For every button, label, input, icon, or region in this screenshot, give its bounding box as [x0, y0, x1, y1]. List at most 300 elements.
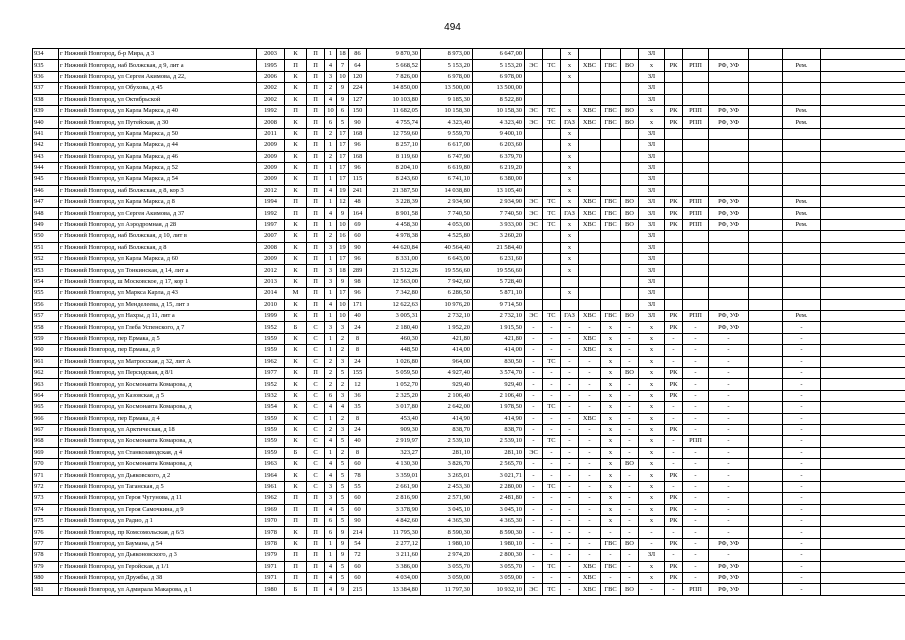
table-cell: 1992 — [257, 208, 285, 219]
table-cell: П — [307, 140, 325, 151]
table-cell: - — [579, 390, 601, 401]
table-cell — [601, 83, 621, 94]
table-cell: - — [683, 516, 709, 527]
table-cell: 1977 — [257, 367, 285, 378]
table-cell — [683, 288, 709, 299]
table-cell: - — [683, 413, 709, 424]
table-cell: 3 — [337, 356, 349, 367]
table-cell: 168 — [349, 128, 367, 139]
table-cell: - — [561, 459, 579, 470]
table-cell: П — [307, 83, 325, 94]
table-cell: - — [709, 447, 749, 458]
table-cell: 215 — [349, 584, 367, 595]
table-cell: 9 — [337, 94, 349, 105]
table-cell: РПП — [683, 584, 709, 595]
table-cell: 6 619,80 — [421, 162, 473, 173]
table-cell: ЭС — [525, 219, 543, 230]
table-cell: - — [561, 504, 579, 515]
table-cell: 1959 — [257, 413, 285, 424]
table-cell: 6 380,00 — [473, 174, 525, 185]
table-cell: - — [561, 390, 579, 401]
table-cell — [543, 231, 561, 242]
table-cell: 2 — [325, 356, 337, 367]
table-cell: 955 — [33, 288, 59, 299]
table-cell: 1964 — [257, 470, 285, 481]
table-cell: 2 642,00 — [421, 402, 473, 413]
table-cell: РК — [665, 538, 683, 549]
table-cell: 10 976,20 — [421, 299, 473, 310]
table-cell — [821, 584, 905, 595]
table-cell: г Нижний Новгород, ул Менделеева, д 15, лит з — [59, 299, 257, 310]
table-cell: г Нижний Новгород, ул Сергея Акимова, д 37 — [59, 208, 257, 219]
table-cell: К — [285, 128, 307, 139]
table-cell: - — [543, 470, 561, 481]
table-cell — [749, 49, 783, 60]
table-cell — [749, 242, 783, 253]
table-row — [33, 162, 905, 173]
table-cell: - — [783, 572, 821, 583]
table-cell: - — [561, 572, 579, 583]
table-cell: 969 — [33, 447, 59, 458]
table-cell: г Нижний Новгород, ул Героя Чугунова, д 11 — [59, 493, 257, 504]
table-cell: 16 — [337, 231, 349, 242]
table-cell: 4 525,80 — [421, 231, 473, 242]
table-cell: - — [543, 493, 561, 504]
table-cell: ХВС — [579, 105, 601, 116]
table-cell: - — [783, 402, 821, 413]
table-cell: 2 — [337, 333, 349, 344]
table-row — [33, 185, 905, 196]
table-cell: 2 — [325, 379, 337, 390]
table-cell: 17 — [337, 254, 349, 265]
table-cell: 4 034,00 — [367, 572, 421, 583]
table-cell: П — [307, 310, 325, 321]
table-cell: ТС — [543, 356, 561, 367]
table-cell — [709, 288, 749, 299]
table-cell: К — [285, 413, 307, 424]
table-cell — [665, 299, 683, 310]
table-cell: - — [683, 345, 709, 356]
table-cell: - — [579, 379, 601, 390]
table-cell: - — [783, 561, 821, 572]
table-cell: - — [665, 356, 683, 367]
table-cell: 1971 — [257, 561, 285, 572]
table-cell: 2 919,97 — [367, 436, 421, 447]
table-cell: 960 — [33, 345, 59, 356]
table-cell: 838,70 — [421, 424, 473, 435]
table-cell — [601, 185, 621, 196]
table-cell — [821, 310, 905, 321]
table-cell: 1 — [325, 345, 337, 356]
table-cell — [821, 128, 905, 139]
table-cell: 60 — [349, 459, 367, 470]
table-cell: 4 — [325, 60, 337, 71]
table-cell: ЗЛ — [639, 185, 665, 196]
table-cell — [821, 436, 905, 447]
table-cell: 13 500,00 — [473, 83, 525, 94]
table-cell: - — [579, 527, 601, 538]
table-cell: х — [639, 447, 665, 458]
table-cell: х — [639, 470, 665, 481]
table-cell: 2 180,40 — [367, 322, 421, 333]
table-cell: - — [525, 322, 543, 333]
table-cell: 940 — [33, 117, 59, 128]
table-cell: - — [621, 436, 639, 447]
table-cell: ХВС — [579, 584, 601, 595]
table-cell: ВО — [621, 208, 639, 219]
table-cell — [709, 162, 749, 173]
table-cell: - — [621, 390, 639, 401]
table-cell — [821, 379, 905, 390]
table-cell — [621, 185, 639, 196]
table-cell: г Нижний Новгород, ул Таганская, д 5 — [59, 481, 257, 492]
table-cell — [821, 254, 905, 265]
table-cell: 1 — [325, 162, 337, 173]
table-cell: 40 — [349, 436, 367, 447]
table-cell: 1 026,80 — [367, 356, 421, 367]
table-cell: 24 — [349, 424, 367, 435]
table-cell — [665, 94, 683, 105]
table-cell: - — [543, 504, 561, 515]
table-cell: 929,40 — [473, 379, 525, 390]
table-cell: - — [709, 424, 749, 435]
table-cell: - — [579, 447, 601, 458]
table-cell: 1932 — [257, 390, 285, 401]
table-cell: К — [285, 470, 307, 481]
table-cell: - — [579, 436, 601, 447]
table-cell: 6 617,00 — [421, 140, 473, 151]
table-cell: г Нижний Новгород, ул Дьяковского, д 2 — [59, 470, 257, 481]
table-cell: 3 260,20 — [473, 231, 525, 242]
table-cell: - — [783, 424, 821, 435]
table-cell: - — [561, 516, 579, 527]
table-cell: 4 755,74 — [367, 117, 421, 128]
table-cell — [709, 254, 749, 265]
table-cell — [749, 162, 783, 173]
table-cell — [683, 49, 709, 60]
table-cell: 3 055,70 — [473, 561, 525, 572]
table-cell — [709, 128, 749, 139]
table-cell — [683, 265, 709, 276]
table-cell: 1 — [325, 413, 337, 424]
table-cell — [821, 356, 905, 367]
table-cell: П — [307, 367, 325, 378]
table-cell: - — [525, 550, 543, 561]
table-row — [33, 94, 905, 105]
table-row — [33, 584, 905, 595]
table-cell: 5 059,50 — [367, 367, 421, 378]
table-cell — [749, 333, 783, 344]
table-cell: ВО — [621, 310, 639, 321]
table-cell — [749, 436, 783, 447]
table-cell: - — [783, 447, 821, 458]
table-cell: П — [307, 242, 325, 253]
table-cell: - — [783, 584, 821, 595]
table-cell: 9 — [337, 584, 349, 595]
table-cell: - — [783, 413, 821, 424]
table-cell — [601, 242, 621, 253]
table-cell — [601, 265, 621, 276]
table-cell: ГВС — [601, 538, 621, 549]
table-cell: х — [639, 117, 665, 128]
table-cell: 6 — [325, 516, 337, 527]
table-row — [33, 242, 905, 253]
table-cell: - — [665, 481, 683, 492]
table-cell: - — [525, 527, 543, 538]
table-cell: 937 — [33, 83, 59, 94]
table-cell: х — [601, 459, 621, 470]
table-cell: х — [601, 379, 621, 390]
table-row — [33, 83, 905, 94]
table-cell: К — [285, 71, 307, 82]
table-cell: 60 — [349, 231, 367, 242]
table-cell — [749, 345, 783, 356]
table-cell — [749, 550, 783, 561]
table-cell — [749, 219, 783, 230]
table-cell: г Нижний Новгород, ул Арктическая, д 18 — [59, 424, 257, 435]
table-cell: - — [525, 367, 543, 378]
table-cell: г Нижний Новгород, пер Ермака, д 5 — [59, 333, 257, 344]
table-cell: ХВС — [579, 345, 601, 356]
table-cell: ВО — [621, 117, 639, 128]
table-cell: 8 973,00 — [421, 49, 473, 60]
table-cell: Рем. — [783, 60, 821, 71]
table-cell: 6 — [325, 527, 337, 538]
table-cell: 964 — [33, 390, 59, 401]
table-cell: ГВС — [601, 310, 621, 321]
table-cell — [543, 140, 561, 151]
table-row — [33, 117, 905, 128]
table-cell — [709, 242, 749, 253]
table-cell: х — [561, 60, 579, 71]
table-row — [33, 527, 905, 538]
table-cell: 7 826,00 — [367, 71, 421, 82]
table-cell: 9 — [337, 276, 349, 287]
table-cell — [821, 140, 905, 151]
table-cell: - — [601, 527, 621, 538]
table-cell: - — [683, 504, 709, 515]
table-cell: ТС — [543, 60, 561, 71]
table-cell: П — [307, 219, 325, 230]
table-cell: г Нижний Новгород, ул Аэродромная, д 28 — [59, 219, 257, 230]
table-cell: - — [579, 516, 601, 527]
table-cell — [749, 151, 783, 162]
table-cell: РК — [665, 561, 683, 572]
table-cell: 3 055,70 — [421, 561, 473, 572]
table-cell: 120 — [349, 71, 367, 82]
table-cell: 2 732,10 — [421, 310, 473, 321]
table-cell: ХВС — [579, 413, 601, 424]
table-cell — [525, 231, 543, 242]
table-cell — [821, 424, 905, 435]
table-cell: 2 800,30 — [473, 550, 525, 561]
table-cell — [665, 174, 683, 185]
table-cell: - — [621, 322, 639, 333]
table-cell: ЭС — [525, 197, 543, 208]
table-cell: 7 342,80 — [367, 288, 421, 299]
table-cell: ЭС — [525, 117, 543, 128]
table-cell — [709, 299, 749, 310]
table-cell — [749, 356, 783, 367]
table-cell — [821, 470, 905, 481]
table-cell — [821, 174, 905, 185]
table-row — [33, 299, 905, 310]
table-cell: 10 — [337, 71, 349, 82]
table-cell: - — [525, 516, 543, 527]
table-cell: г Нижний Новгород, ул Сергея Акимова, д 22, — [59, 71, 257, 82]
table-cell: 1961 — [257, 481, 285, 492]
table-cell: РК — [665, 493, 683, 504]
table-cell: 17 — [337, 174, 349, 185]
table-cell: 1978 — [257, 527, 285, 538]
table-cell: ГВС — [601, 117, 621, 128]
table-cell: 2009 — [257, 162, 285, 173]
table-cell — [621, 94, 639, 105]
table-cell — [621, 299, 639, 310]
table-cell: х — [561, 254, 579, 265]
table-cell — [543, 94, 561, 105]
table-cell: г Нижний Новгород, ул Карла Маркса, д 50 — [59, 128, 257, 139]
table-cell: - — [683, 402, 709, 413]
table-cell — [665, 231, 683, 242]
table-cell: - — [579, 356, 601, 367]
table-cell: х — [639, 333, 665, 344]
table-cell: 2011 — [257, 128, 285, 139]
table-cell: х — [561, 288, 579, 299]
table-cell: РК — [665, 60, 683, 71]
table-cell: 414,00 — [421, 345, 473, 356]
table-cell — [783, 83, 821, 94]
table-cell: П — [307, 105, 325, 116]
table-cell: 9 — [337, 538, 349, 549]
table-cell: 54 — [349, 538, 367, 549]
table-cell: ТС — [543, 197, 561, 208]
table-cell: - — [601, 550, 621, 561]
table-cell — [821, 49, 905, 60]
table-cell: ВО — [621, 584, 639, 595]
table-cell: 2 539,10 — [421, 436, 473, 447]
table-cell: 3 826,70 — [421, 459, 473, 470]
table-cell: - — [525, 424, 543, 435]
table-cell — [579, 128, 601, 139]
table-cell: - — [709, 516, 749, 527]
table-cell — [821, 219, 905, 230]
table-cell: - — [543, 367, 561, 378]
table-cell: Рем. — [783, 197, 821, 208]
table-cell: 971 — [33, 470, 59, 481]
table-cell: 64 — [349, 60, 367, 71]
table-cell: 4 — [325, 402, 337, 413]
table-cell: ХВС — [579, 561, 601, 572]
table-cell: г Нижний Новгород, пер Ермака, д 9 — [59, 345, 257, 356]
table-cell: г Нижний Новгород, ул Карла Маркса, д 54 — [59, 174, 257, 185]
table-cell: 4 323,40 — [421, 117, 473, 128]
table-cell: 1963 — [257, 459, 285, 470]
table-cell: - — [525, 356, 543, 367]
table-cell: 1959 — [257, 447, 285, 458]
table-cell: 5 153,20 — [421, 60, 473, 71]
table-cell: - — [561, 561, 579, 572]
table-cell — [579, 254, 601, 265]
table-cell: г Нижний Новгород, ул Адмирала Макарова, д 1 — [59, 584, 257, 595]
table-cell — [821, 493, 905, 504]
table-cell — [749, 470, 783, 481]
table-cell — [665, 265, 683, 276]
table-cell: 2 974,20 — [421, 550, 473, 561]
table-row — [33, 71, 905, 82]
table-cell: - — [783, 550, 821, 561]
table-cell: Б — [285, 322, 307, 333]
table-cell: 5 — [337, 117, 349, 128]
table-cell: 6 741,10 — [421, 174, 473, 185]
table-cell — [621, 276, 639, 287]
table-row — [33, 470, 905, 481]
table-cell: РФ, УФ — [709, 105, 749, 116]
table-cell: 3 005,31 — [367, 310, 421, 321]
table-cell — [749, 310, 783, 321]
table-row — [33, 447, 905, 458]
table-row — [33, 60, 905, 71]
table-row — [33, 550, 905, 561]
table-cell: 8 243,60 — [367, 174, 421, 185]
table-cell: ЗЛ — [639, 83, 665, 94]
table-cell — [561, 83, 579, 94]
table-cell: П — [285, 197, 307, 208]
table-cell: ТС — [543, 117, 561, 128]
table-cell: П — [307, 151, 325, 162]
table-cell: П — [307, 572, 325, 583]
table-cell — [683, 185, 709, 196]
table-cell — [783, 49, 821, 60]
table-cell: ЭС — [525, 584, 543, 595]
table-cell: С — [307, 481, 325, 492]
table-cell: 1959 — [257, 333, 285, 344]
table-cell: 958 — [33, 322, 59, 333]
table-cell — [665, 185, 683, 196]
table-cell: - — [683, 379, 709, 390]
table-cell: К — [285, 379, 307, 390]
table-cell: - — [709, 550, 749, 561]
table-cell: 1997 — [257, 219, 285, 230]
table-cell: ЗЛ — [639, 197, 665, 208]
table-cell: 963 — [33, 379, 59, 390]
table-cell: РФ, УФ — [709, 584, 749, 595]
table-cell: - — [525, 390, 543, 401]
table-cell: г Нижний Новгород, ул Карла Маркса, д 8 — [59, 197, 257, 208]
table-cell: ВО — [621, 105, 639, 116]
table-cell: 1 952,20 — [421, 322, 473, 333]
table-cell: г Нижний Новгород, наб Волжская, д 9, лит а — [59, 60, 257, 71]
table-cell: - — [683, 424, 709, 435]
table-cell — [665, 254, 683, 265]
table-cell: 4 — [325, 94, 337, 105]
table-cell — [579, 288, 601, 299]
table-cell — [579, 174, 601, 185]
table-cell: РК — [665, 390, 683, 401]
table-cell — [525, 162, 543, 173]
table-cell: 1952 — [257, 379, 285, 390]
table-cell: 414,00 — [473, 345, 525, 356]
table-cell — [525, 94, 543, 105]
table-cell: 96 — [349, 254, 367, 265]
table-cell: 1 980,10 — [473, 538, 525, 549]
table-cell: 968 — [33, 436, 59, 447]
table-cell — [821, 105, 905, 116]
table-cell: - — [543, 516, 561, 527]
table-cell: 2 — [325, 151, 337, 162]
table-cell: 60 — [349, 561, 367, 572]
table-cell: х — [601, 402, 621, 413]
